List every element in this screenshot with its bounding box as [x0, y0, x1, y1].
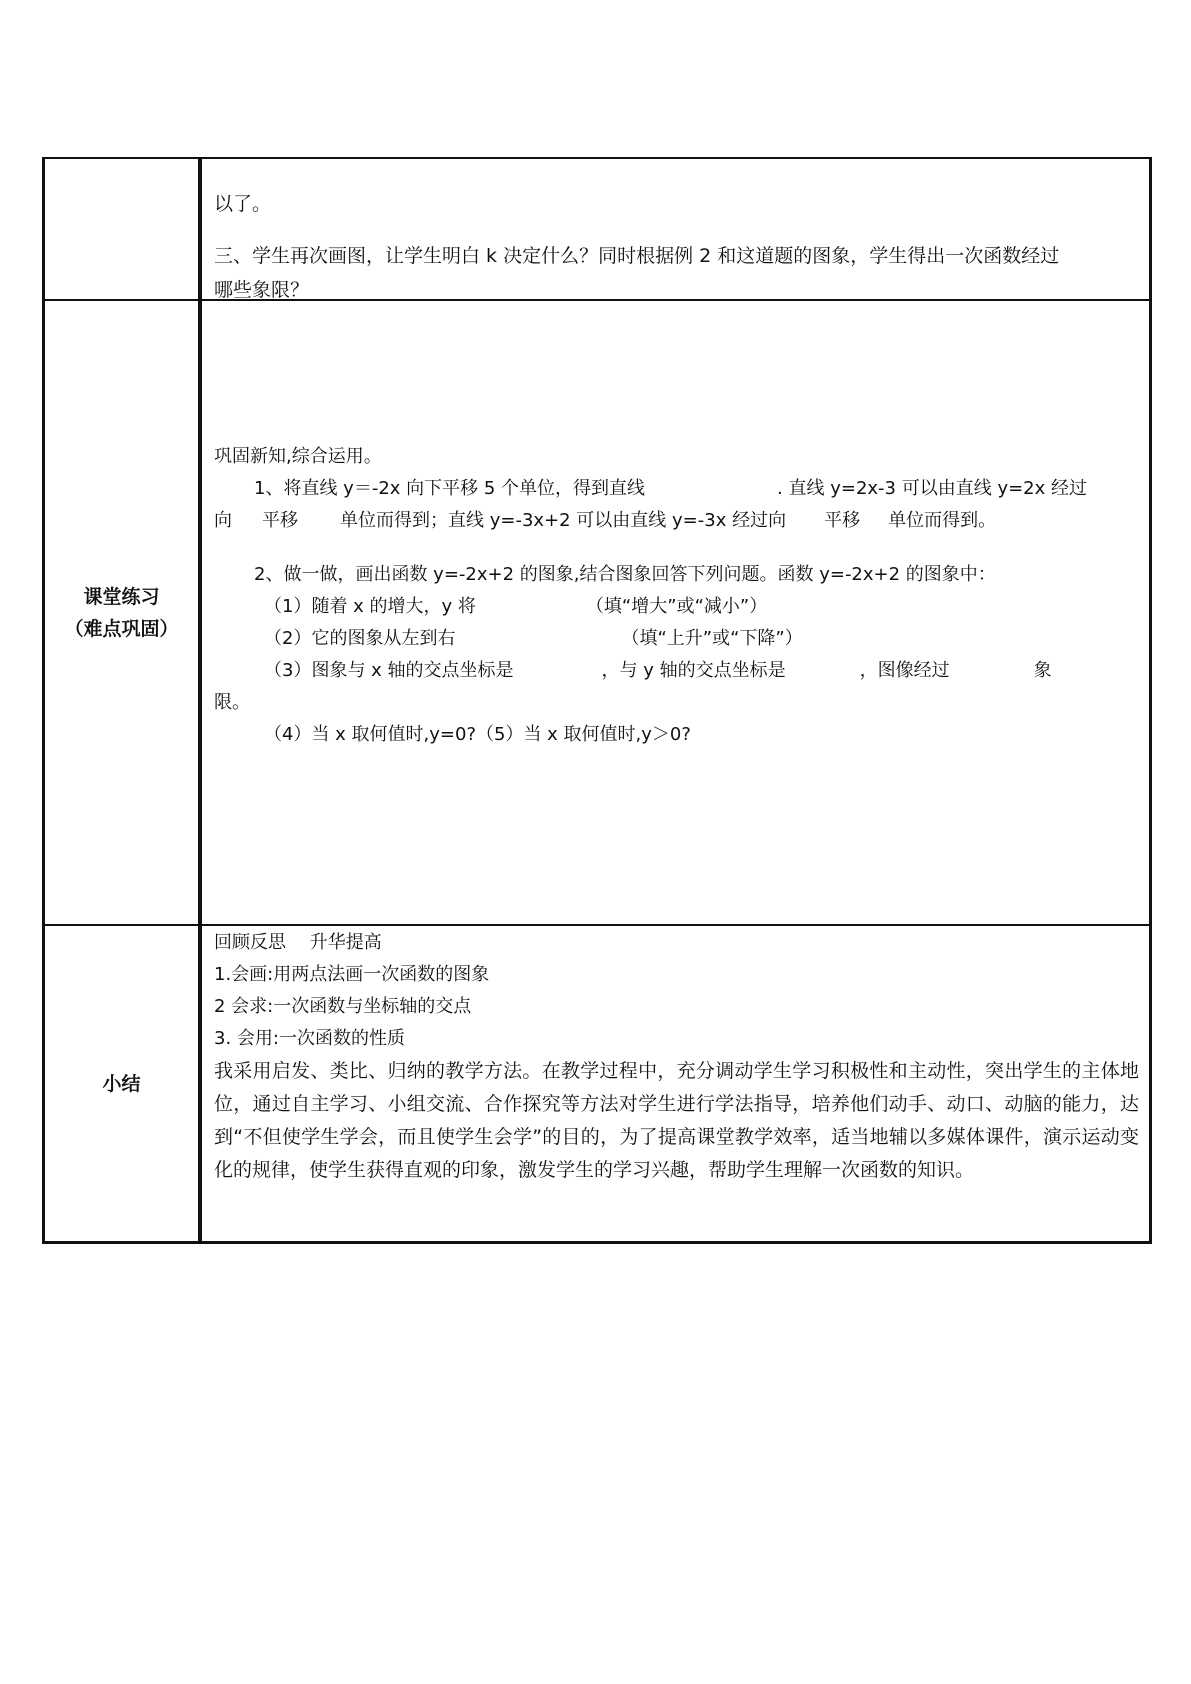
- question-text: （填“增大”或“减小”）: [585, 596, 768, 617]
- summary-item: 1.会画:用两点法画一次函数的图象: [214, 964, 490, 985]
- row-content: [200, 300, 1151, 925]
- question-text: 平移: [824, 510, 861, 531]
- question-text: （1）随着 x 的增大，y 将: [264, 596, 476, 617]
- question-line: [214, 623, 1139, 655]
- row-content: [200, 158, 1151, 300]
- summary-title: 回顾反思 升华提高: [214, 932, 382, 953]
- question-line: 2、做一做，画出函数 y=-2x+2 的图象,结合图象回答下列问题。函数 y=-2x+2 的图象中：: [254, 564, 996, 585]
- text-line: 哪些象限？: [214, 279, 310, 301]
- row-label-summary: 小结: [44, 925, 201, 1243]
- question-line: [214, 473, 1139, 505]
- lesson-plan-table: [42, 157, 1152, 1244]
- question-text: 单位而得到；直线 y=-3x+2 可以由直线 y=-3x 经过向: [340, 510, 787, 531]
- question-text: ，与 y 轴的交点坐标是: [601, 660, 786, 681]
- question-line: （4）当 x 取何值时,y=0?（5）当 x 取何值时,y＞0?: [264, 724, 691, 745]
- question-line: [214, 655, 1139, 687]
- label-line: （难点巩固）: [64, 617, 179, 640]
- question-text: 平移: [262, 510, 298, 531]
- question-line: [214, 591, 1139, 623]
- question-text: 向: [214, 510, 232, 531]
- question-text: 单位而得到。: [888, 510, 997, 531]
- question-text: （2）它的图象从左到右: [264, 628, 456, 649]
- question-text: ，图像经过: [859, 660, 950, 681]
- summary-item: 3. 会用:一次函数的性质: [214, 1028, 405, 1049]
- table-row: [44, 158, 1151, 300]
- question-text: （填“上升”或“下降”）: [621, 628, 803, 649]
- text-line: 三、学生再次画图，让学生明白 k 决定什么？同时根据例 2 和这道题的图象，学生得出一次函数经过: [214, 245, 1060, 267]
- row-label-practice: [44, 300, 201, 925]
- table-row: [44, 925, 1151, 1243]
- question-text: 象: [1033, 660, 1052, 681]
- section-heading: 巩固新知,综合运用。: [214, 446, 382, 467]
- summary-item: 2 会求:一次函数与坐标轴的交点: [214, 996, 472, 1017]
- table-row: [44, 300, 1151, 925]
- label-line: 课堂练习: [83, 585, 160, 608]
- row-label-empty: [44, 158, 201, 300]
- row-content: [200, 925, 1151, 1243]
- question-text: 1、将直线 y＝-2x 向下平移 5 个单位，得到直线: [254, 478, 646, 499]
- question-line: 限。: [214, 692, 250, 713]
- summary-paragraph: 我采用启发、类比、归纳的教学方法。在教学过程中，充分调动学生学习积极性和主动性，突出学生的主体地位，通过自主学习、小组交流、合作探究等方法对学生进行学法指导，培养他们动手、动口、动脑的能力，达到“不但使学生学会，而且使学生会学”的目的，为了提高课堂教学效率，适当地辅以多媒体课件，演示运动变化的规律，使学生获得直观的印象，激发学生的学习兴趣，帮助学生理解一次函数的知识。: [214, 1060, 1139, 1181]
- question-text: （3）图象与 x 轴的交点坐标是: [264, 660, 514, 681]
- question-text: . 直线 y=2x-3 可以由直线 y=2x 经过: [777, 478, 1088, 499]
- question-line: [214, 505, 1139, 537]
- text-line: 以了。: [214, 193, 272, 215]
